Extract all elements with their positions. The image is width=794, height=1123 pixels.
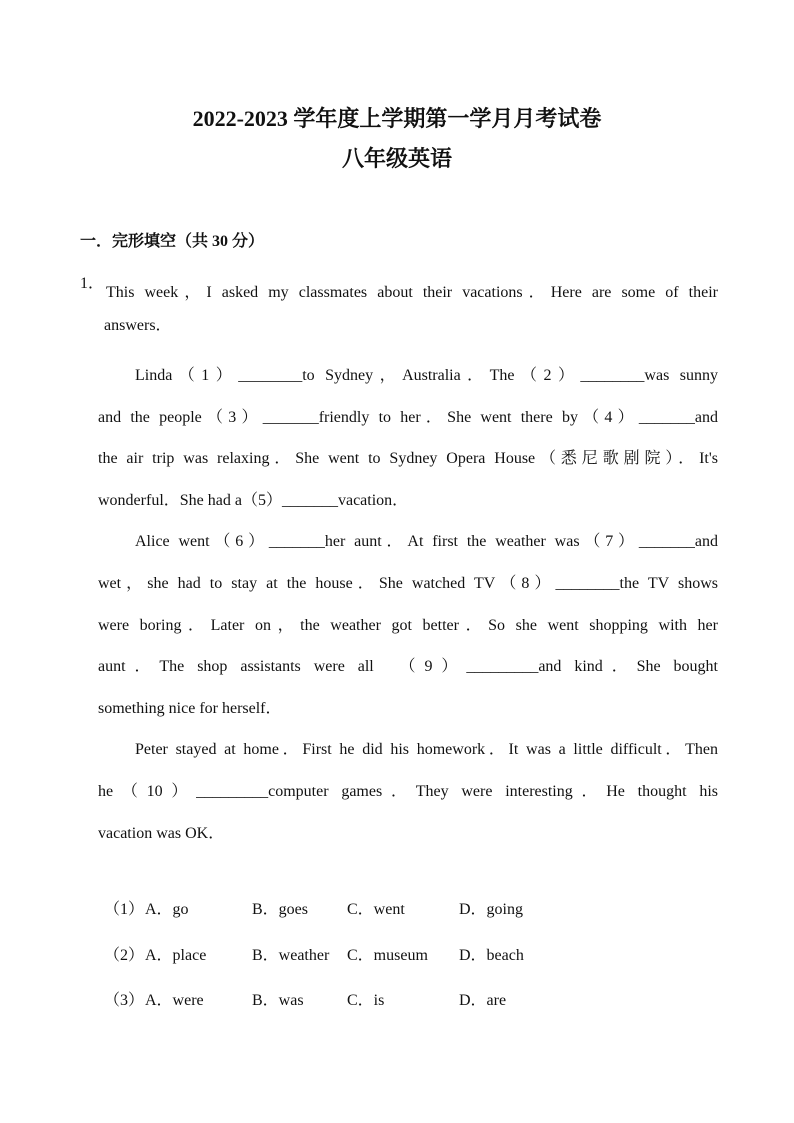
option-number: （2） [104,946,145,964]
passage-line: vacation was OK． [98,824,225,842]
option-a: A．were [145,992,204,1009]
question-number: 1． [80,275,105,292]
cloze-passage [98,355,718,854]
option-d: D．going [459,901,524,918]
passage-line: aunt．The shop assistants were all （9）_________and kind．She bought [98,658,718,676]
question-intro-line: answers． [104,317,172,334]
passage-line: Peter stayed at home．First he did his homework．It was a little difficult．Then [135,741,718,759]
option-a: A．go [145,901,189,918]
passage-line: wonderful．She had a（5）_______vacation． [98,491,409,509]
question-intro-line: This week，I asked my classmates about their vacations．Here are some of their [106,284,718,301]
option-c: C．museum [347,946,428,964]
passage-line: were boring．Later on，the weather got better．So she went shopping with her [98,616,718,634]
section-heading: 一．完形填空（共 30 分） [80,233,265,250]
option-d: D．beach [459,946,524,964]
option-b: B．was [252,992,304,1009]
passage-line: wet，she had to stay at the house．She watched TV（8）________the TV shows [98,574,718,592]
option-c: C．went [347,901,405,918]
passage-line: he（10）_________computer games．They were interesting．He thought his [98,782,718,800]
passage-paragraph-alice [98,521,718,729]
passage-paragraph-linda [98,355,718,521]
option-b: B．goes [252,901,309,918]
passage-line: Alice went（6）_______her aunt．At first the weather was（7）_______and [135,533,718,551]
exam-subtitle: 八年级英语 [341,146,452,171]
option-c: C．is [347,992,385,1009]
passage-line: Linda（1）________to Sydney，Australia．The（2）________was sunny [135,367,718,384]
option-b: B．weather [252,946,330,964]
passage-line: something nice for herself． [98,699,282,717]
option-number: （3） [104,992,145,1009]
option-number: （1） [104,901,145,918]
option-d: D．are [459,992,507,1009]
passage-line: and the people（3）_______friendly to her．She went there by（4）_______and [98,408,718,426]
passage-paragraph-peter [98,729,718,854]
option-a: A．place [145,946,207,964]
passage-line: the air trip was relaxing．She went to Sydney Opera House（悉尼歌剧院）．It's [98,450,718,468]
exam-title: 2022-2023 学年度上学期第一学月月考试卷 [192,106,602,131]
question-intro [106,272,718,314]
